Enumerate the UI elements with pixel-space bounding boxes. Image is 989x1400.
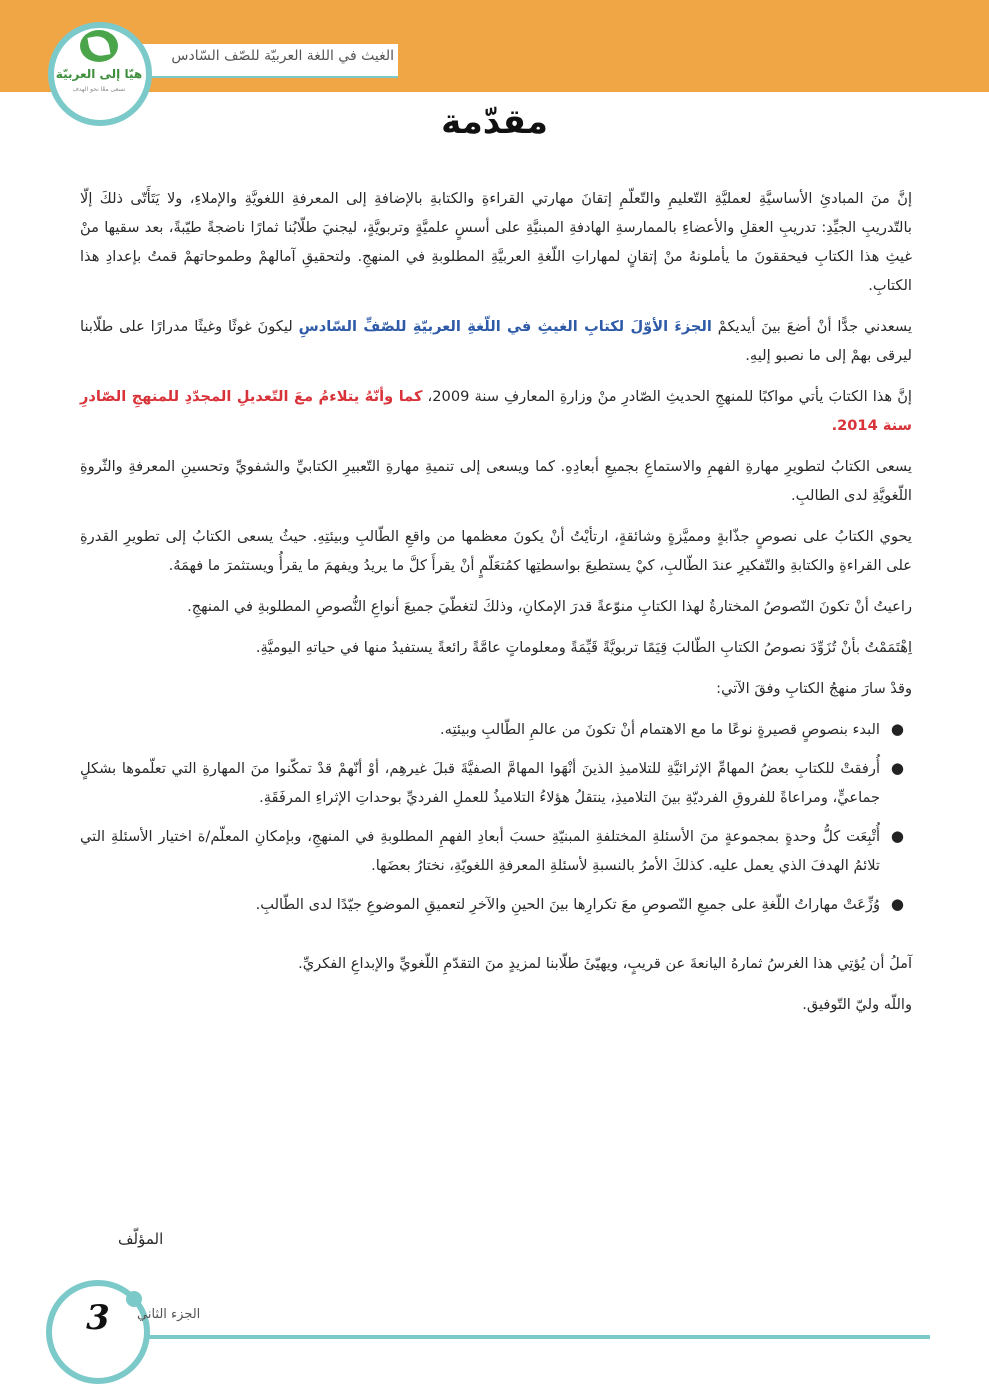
bullet-icon: ● [890,759,904,777]
bullet-icon: ● [890,720,904,738]
dot-icon [126,1291,142,1307]
list-item [80,890,904,919]
method-list [80,715,912,919]
closing-blessing: واللّه وليّ التّوفيق. [802,996,912,1013]
closing-paragraph: آملُ أن يُؤتِي هذا الغرسُ ثمارهُ اليانعةَ عن قريبٍ، ويهيّئَ طلّابنا لمزيدٍ منَ التقدّمِ اللّغويِّ والإبداعِ الفكريِّ. [298,955,912,972]
paragraph: يحوي الكتابُ على نصوصٍ جذّابةٍ ومميَّزةٍ وشائقةٍ، ارتأيْتُ أنْ يكونَ معظمها من واقعِ الطّالبِ وبيئتِهِ. حيثُ يسعى الكتابُ إلى تطويرِ القدرةِ على القراءةِ والكتابةِ والتّفكيرِ عندَ الطّالبِ، كيْ يستطيعَ بواسطتِها كمُتعَلّمٍ أنْ يقرأَ كلَّ ما يريدُ ويفهمَ ما يقرأُ ويستثمرَ ما فهمَهُ. [80,528,912,574]
page-number: 3 [86,1298,110,1338]
logo-tagline: نسعى معًا نحو الهدف [72,86,126,93]
list-item-text: وُزِّعَتْ مهاراتُ اللّغةِ على جميعِ النّصوصِ معَ تكرارِها بينَ الحينِ والآخرِ لتعميقِ الموضوعِ جيّدًا لدى الطّالبِ. [255,896,880,913]
paragraph: راعيتُ أنْ تكونَ النّصوصُ المختارةُ لهذا الكتابِ منوّعةً قدرَ الإمكانِ، وذلكَ لتغطّيَ جميعَ أنواعِ النُّصوصِ المطلوبةِ في المنهجِ. [187,598,912,615]
paragraph: يسعى الكتابُ لتطويرِ مهارةِ الفهمِ والاستماعِ بجميعِ أبعادِهِ. كما ويسعى إلى تنميةِ مهارةِ التّعبيرِ الكتابيِّ والشفويِّ وتحسينِ المعرفةِ والثّروةِ اللّغويَّةِ لدى الطالبِ. [80,458,912,504]
bullet-icon: ● [890,827,904,845]
text-run: يسعدني جدًّا أنْ أضعَ بينَ أيديكمْ [711,318,913,335]
text-run: ليكونَ غوثًا وغيثًا مدرارًا على طلّابنا ليرقى بهمْ إلى ما نصبو إليهِ. [80,318,912,364]
paragraph: اِهْتَمَمْتُ بأنْ تُزَوِّدَ نصوصُ الكتابِ الطّالبَ قِيَمًا تربويَّةً قَيِّمَةً ومعلوماتٍ عامَّةً رائعةً يستفيدُ منها في حياتهِ اليوميَّةِ. [255,639,912,656]
paragraph [80,312,912,370]
paragraph: إنَّ منَ المبادئِ الأساسيَّةِ لعمليَّةِ التّعليمِ والتّعلّمِ إتقانَ مهارتي القراءةِ والكتابةِ بالإضافةِ إلى المعرفةِ اللغويَّةِ والإملاءِ، ولا يَتَأَتّى ذلكَ إلّا بالتّدريبِ الجيِّدِ: تدريبِ العقلِ والأعضاءِ بالممارسةِ الهادفةِ المبنيَّةِ على أسسٍ علميَّةٍ وتربويَّةٍ، ليجنيَ طلّابُنا ثمارًا ناضجةً طيّبةً، بعد سقيها منْ غيثِ هذا الكتابِ فيحققونَ ما يأملونهُ منْ إتقانٍ لمهاراتِ اللّغةِ العربيَّةِ المطلوبةِ في المنهجِ. ولتحقيقِ آمالهمْ وطموحاتهمْ قمتُ بإعدادِ هذا الكتابِ. [80,190,912,294]
book-name-highlight: الجزءَ الأوّلَ لكتابِ الغيثِ في اللّغةِ العربيّةِ للصّفِّ السّادسِ [298,318,712,335]
introduction-text [80,184,912,1031]
text-run: إنَّ هذا الكتابَ يأتي مواكبًا للمنهجِ الحديثِ الصّادرِ منْ وزارةِ المعارفِ سنة 2009، [422,388,912,405]
list-item-text: أُتْبِعَت كلُّ وحدةٍ بمجموعةٍ منَ الأسئلةِ المختلفةِ المبنيّةِ حسبَ أبعادِ الفهمِ المطلوبةِ في المنهجِ، وبإمكانِ المعلّم/ة اختيار الأسئلةِ التي تلائمُ الهدفَ الذي يعمل عليه. كذلكَ الأمرُ بالنسبةِ لأسئلةِ المعرفةِ اللغويّةِ، نختارُ بعضَها. [80,828,880,874]
logo-name: هيّا إلى العربيّة [55,67,143,81]
paragraph [80,382,912,440]
list-item [80,822,904,880]
bullet-icon: ● [890,895,904,913]
page-title: مقدّمة [441,102,548,142]
paragraph: وقدْ سارَ منهجُ الكتابِ وفقَ الآتي: [716,680,912,697]
list-item [80,754,904,812]
curriculum-highlight: كما وأنّهُ يتلاءمُ معَ التّعديلِ المجدّدِ للمنهجِ الصّادرِ سنة 2014. [80,388,912,434]
list-item [80,715,904,744]
footer-line [120,1335,930,1339]
list-item-text: البدء بنصوصٍ قصيرةٍ نوعًا ما مع الاهتمام أنْ تكونَ من عالمِ الطّالبِ وبيئتِه. [439,721,880,738]
book-title: الغيث في اللغة العربيّة للصّف السّادس [171,48,394,64]
part-label: الجزء الثاني [137,1307,201,1322]
author-signature: المؤلّف [118,1230,164,1248]
list-item-text: أُرفقتْ للكتابِ بعضُ المهامِّ الإثرائيَّةِ للتلاميذِ الذينَ أنْهَوا المهامَّ الصفيَّةَ قبلَ غيرهِم، أوْ أنّهمْ قدْ تمكّنوا منَ المهارةِ التي تعلّموها بشكلٍ جماعيٍّ، ومراعاةً للفروقِ الفرديّةِ بينَ التلاميذِ، ينتقلُ هؤلاءُ التلاميذُ للعملِ الفرديِّ بوحداتِ الإثراءِ المرفَقَةِ. [80,760,880,806]
